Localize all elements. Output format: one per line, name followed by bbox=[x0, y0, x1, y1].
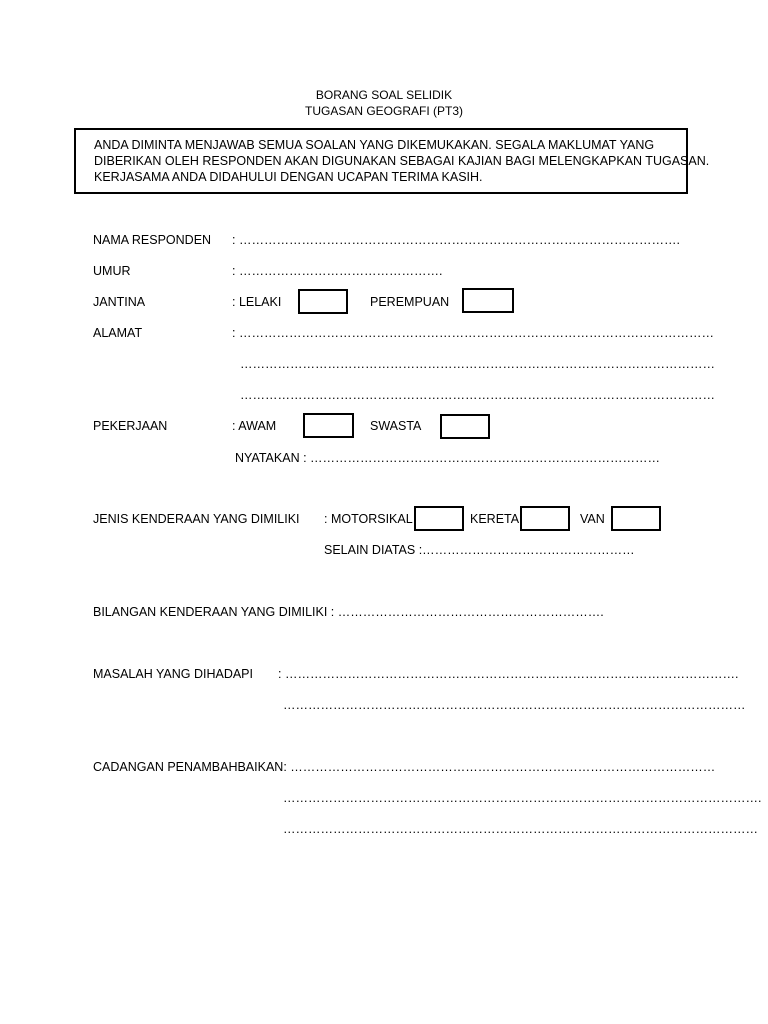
perempuan-checkbox[interactable] bbox=[462, 288, 514, 313]
masalah-field-2[interactable]: ………………………………………………………………………………………………… bbox=[283, 698, 746, 712]
swasta-checkbox[interactable] bbox=[440, 414, 490, 439]
instruction-line-1: ANDA DIMINTA MENJAWAB SEMUA SOALAN YANG DIKEMUKAKAN. SEGALA MAKLUMAT YANG bbox=[94, 138, 655, 152]
bilangan-field[interactable]: BILANGAN KENDERAAN YANG DIMILIKI : ………………………………………………………. bbox=[93, 605, 604, 619]
umur-label: UMUR bbox=[93, 264, 131, 278]
nama-field[interactable]: : ……………………………………………………………………………………………. bbox=[232, 233, 680, 247]
pekerjaan-label: PEKERJAAN bbox=[93, 419, 168, 433]
masalah-label: MASALAH YANG DIHADAPI bbox=[93, 667, 253, 681]
kereta-label: KERETA bbox=[470, 512, 520, 526]
kereta-checkbox[interactable] bbox=[520, 506, 570, 531]
motorsikal-label: : MOTORSIKAL bbox=[324, 512, 413, 526]
nyatakan-field[interactable]: NYATAKAN : ………………………………………………………………………… bbox=[235, 451, 661, 465]
awam-label: : AWAM bbox=[232, 419, 277, 433]
alamat-field-2[interactable]: …………………………………………………………………………………………………… bbox=[240, 357, 715, 371]
lelaki-label: : LELAKI bbox=[232, 295, 282, 309]
nama-label: NAMA RESPONDEN bbox=[93, 233, 212, 247]
alamat-label: ALAMAT bbox=[93, 326, 143, 340]
jantina-label: JANTINA bbox=[93, 295, 146, 309]
instruction-line-2: DIBERIKAN OLEH RESPONDEN AKAN DIGUNAKAN SEBAGAI KAJIAN BAGI MELENGKAPKAN TUGASAN. bbox=[94, 154, 710, 168]
van-checkbox[interactable] bbox=[611, 506, 661, 531]
masalah-field-1[interactable]: : ………………………………………………………………………………………………. bbox=[278, 667, 739, 681]
umur-field[interactable]: : …………………………………………. bbox=[232, 264, 443, 278]
awam-checkbox[interactable] bbox=[303, 413, 354, 438]
form-title: BORANG SOAL SELIDIK bbox=[315, 88, 453, 102]
cadangan-field-3[interactable]: …………………………………………………………………………………………………… bbox=[283, 822, 758, 836]
alamat-field-3[interactable]: …………………………………………………………………………………………………… bbox=[240, 388, 715, 402]
alamat-field-1[interactable]: : …………………………………………………………………………………………………… bbox=[232, 326, 714, 340]
kenderaan-label: JENIS KENDERAAN YANG DIMILIKI bbox=[93, 512, 300, 526]
swasta-label: SWASTA bbox=[370, 419, 422, 433]
perempuan-label: PEREMPUAN bbox=[370, 295, 450, 309]
instruction-line-3: KERJASAMA ANDA DIDAHULUI DENGAN UCAPAN TERIMA KASIH. bbox=[94, 170, 483, 184]
selain-diatas-field[interactable]: SELAIN DIATAS :…………………………………………… bbox=[324, 543, 635, 557]
instruction-box bbox=[74, 128, 710, 194]
van-label: VAN bbox=[580, 512, 605, 526]
motorsikal-checkbox[interactable] bbox=[414, 506, 464, 531]
form-subtitle: TUGASAN GEOGRAFI (PT3) bbox=[304, 104, 463, 118]
cadangan-field-1[interactable]: CADANGAN PENAMBAHBAIKAN: ………………………………………………………………………………………… bbox=[93, 760, 716, 774]
lelaki-checkbox[interactable] bbox=[298, 289, 348, 314]
cadangan-field-2[interactable]: ……………………………………………………………………………………………………. bbox=[283, 791, 762, 805]
